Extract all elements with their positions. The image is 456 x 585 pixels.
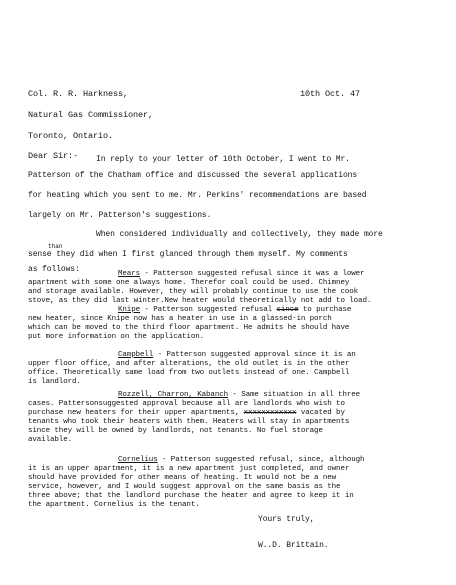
knipe-line: new heater, since Knipe now has a heater in use in a glassed-in porch [28, 315, 332, 323]
rozzell-line: tenants who took their heaters with them. Heaters will stay in apartments [28, 418, 350, 426]
letter-date: 10th Oct. 47 [300, 89, 361, 99]
rozzell-line: available. [28, 436, 73, 444]
campbell-line: upper floor office, and after alterations, the old outlet is in the other [28, 360, 350, 368]
consider-line: as follows: [28, 265, 80, 274]
intro-line: Patterson of the Chatham office and discussed the several applications [28, 171, 358, 180]
salutation: Dear Sir:- [28, 151, 79, 161]
signature: W..D. Brittain. [258, 541, 329, 550]
campbell-line: office. Theoretically same load from two outlets instead of one. Campbell [28, 369, 350, 377]
cornelius-line: should have provided for other means of heating. It would not be a new [28, 474, 337, 482]
knipe-line: which can be moved to the third floor apartment. He admits he should have [28, 324, 350, 332]
rozzell-line: cases. Pattersonsuggested approval because all are landlords who wish to [28, 400, 345, 408]
knipe-line: put more information on the application. [28, 333, 205, 341]
consider-line: When considered individually and collectively, they made more [96, 230, 383, 239]
closing: Yours truly, [258, 515, 315, 524]
rozzell-line: since they will be owned by landlords, not tenants. No fuel storage [28, 427, 323, 435]
rozzell-heading: Rozzell, Charron, Kabanch - Same situation in all three [118, 391, 361, 399]
cornelius-heading: Cornelius - Patterson suggested refusal, since, although [118, 456, 365, 464]
cornelius-line: it is an upper apartment, it is a new apartment just completed, and owner [28, 465, 350, 473]
intro-line: In reply to your letter of 10th October, I went to Mr. [96, 155, 350, 164]
cornelius-line: three above; that the landlord purchase the heater and agree to keep it in [28, 492, 354, 500]
intro-line: for heating which you sent to me. Mr. Perkins' recommendations are based [28, 191, 367, 200]
campbell-heading: Campbell - Patterson suggested approval since it is an [118, 351, 356, 359]
consider-line: sense they did when I first glanced through them myself. My comments [28, 250, 348, 259]
cornelius-line: the apartment. Cornelius is the tenant. [28, 501, 200, 509]
knipe-heading: Knipe - Patterson suggested refusal since to purchase [118, 306, 352, 314]
cornelius-line: service, however, and I would suggest approval on the same basis as the [28, 483, 341, 491]
mears-heading: Mears - Patterson suggested refusal since it was a lower [118, 270, 365, 278]
intro-line: largely on Mr. Patterson's suggestions. [28, 211, 212, 220]
mears-line: and storage available. However, they will probably continue to use the cook [28, 288, 359, 296]
campbell-line: is landlord. [28, 378, 81, 386]
handwritten-insertion: than [48, 243, 63, 250]
addressee-city: Toronto, Ontario. [28, 131, 114, 141]
addressee-name: Col. R. R. Harkness, [28, 89, 129, 99]
mears-line: stove, as they did last winter.New heater would theoretically not add to load. [28, 297, 372, 305]
rozzell-line: purchase new heaters for their upper apartments, xxxxxxxxxxxx vacated by [28, 409, 345, 417]
mears-line: apartment with some one always home. Therefor coal could be used. Chimney [28, 279, 350, 287]
addressee-title: Natural Gas Commissioner, [28, 110, 154, 120]
